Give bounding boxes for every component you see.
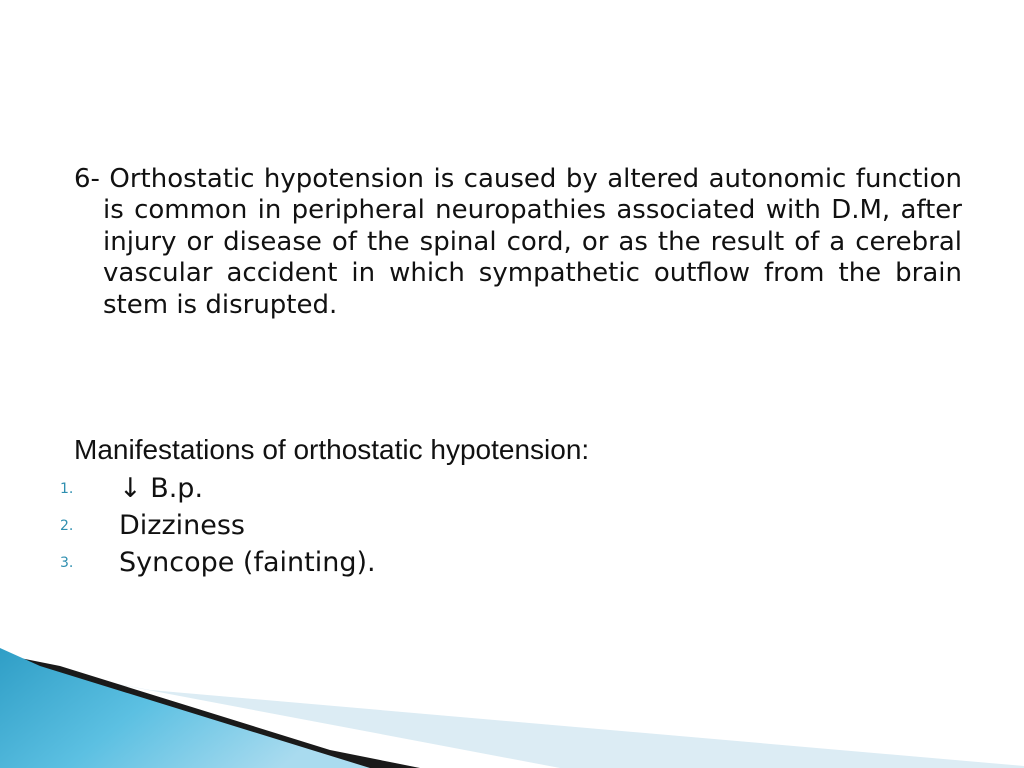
list-item-text: Syncope (fainting). xyxy=(119,547,376,578)
list-item xyxy=(0,470,700,507)
list-item-text: Dizziness xyxy=(119,510,245,541)
body-paragraph: 6- Orthostatic hypotension is caused by altered autonomic function is common in peripheral neuropathies associated with D.M, after injury or disease of the spinal cord, or as the result of a cerebral vascular accident in which sympathetic outflow from the brain stem is disrupted. xyxy=(74,164,962,320)
list-item xyxy=(0,507,700,544)
manifestations-list xyxy=(0,470,700,581)
list-item-text: ↓ B.p. xyxy=(119,473,204,504)
decorative-swoosh xyxy=(0,640,1024,768)
list-number: 2. xyxy=(60,518,74,534)
manifestations-heading: Manifestations of orthostatic hypotension: xyxy=(74,434,590,465)
list-item xyxy=(0,544,700,581)
list-number: 3. xyxy=(60,555,74,571)
list-number: 1. xyxy=(60,481,74,497)
